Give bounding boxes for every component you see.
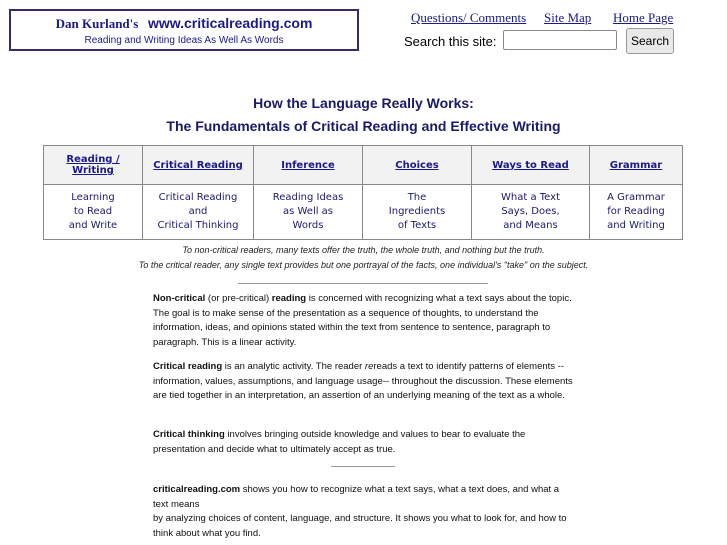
questions-comments-link[interactable]: Questions/ Comments xyxy=(411,10,527,25)
nav-desc-inference: Reading Ideas as Well as Words xyxy=(254,185,363,240)
nav-link-choices[interactable]: Choices xyxy=(395,159,439,171)
nav-header-cell xyxy=(363,146,472,185)
site-description-paragraph: criticalreading.com shows you how to recognize what a text says, what a text does, and what a text means by analyzing choices of content, language, and structure. It shows you what to look for, and how to think about what you find. xyxy=(153,484,567,539)
search-input[interactable] xyxy=(503,30,617,50)
site-tagline: Reading and Writing Ideas As Well As Words xyxy=(84,35,284,46)
critical-reading-paragraph: Critical reading is an analytic activity. The reader rereads a text to identify patterns of elements -- information, values, assumptions, and language usage-- throughout the discussion. These elements are tied together in an interpretation, an assertion of an underlying meaning of the text as a whole. xyxy=(153,361,573,401)
topic-nav-table xyxy=(43,145,683,240)
nav-header-cell xyxy=(44,146,143,185)
divider xyxy=(331,466,395,467)
quote-line-2: To the critical reader, any single text provides but one portrayal of the facts, one individual's "take" on the subject. xyxy=(138,260,589,270)
site-logo-box[interactable] xyxy=(9,9,359,51)
nav-header-cell xyxy=(590,146,683,185)
nav-link-ways-to-read[interactable]: Ways to Read xyxy=(492,159,569,171)
topic-nav-description-row xyxy=(44,185,683,240)
nav-desc-choices: The Ingredients of Texts xyxy=(363,185,472,240)
nav-link-grammar[interactable]: Grammar xyxy=(609,159,663,171)
nav-link-inference[interactable]: Inference xyxy=(281,159,335,171)
nav-desc-ways-to-read: What a Text Says, Does, and Means xyxy=(472,185,590,240)
nav-desc-critical-reading: Critical Reading and Critical Thinking xyxy=(143,185,254,240)
search-button[interactable]: Search xyxy=(626,28,674,54)
topic-nav-header-row xyxy=(44,146,683,185)
search-label: Search this site: xyxy=(404,34,497,49)
nav-desc-reading-writing: Learning to Read and Write xyxy=(44,185,143,240)
nav-header-cell xyxy=(254,146,363,185)
divider xyxy=(238,283,488,284)
nav-desc-grammar: A Grammar for Reading and Writing xyxy=(590,185,683,240)
site-map-link[interactable]: Site Map xyxy=(544,10,592,25)
author-name: Dan Kurland's xyxy=(55,16,139,31)
nav-link-critical-reading[interactable]: Critical Reading xyxy=(153,159,243,171)
nav-header-cell xyxy=(143,146,254,185)
quote-line-1: To non-critical readers, many texts offer the truth, the whole truth, and nothing but the truth. xyxy=(182,245,545,255)
nav-link-reading-writing[interactable]: Reading / Writing xyxy=(66,154,120,176)
logo-title xyxy=(11,15,357,32)
non-critical-reading-paragraph: Non-critical (or pre-critical) reading is concerned with recognizing what a text says about the topic. The goal is to make sense of the presentation as a sequence of thoughts, to understand the information, ideas, and opinions stated within the text from sentence to sentence, paragraph to paragraph. This is a linear activity. xyxy=(153,293,572,348)
nav-header-cell xyxy=(472,146,590,185)
critical-thinking-paragraph: Critical thinking involves bringing outside knowledge and values to bear to evaluate the presentation and decide what to ultimately accept as true. xyxy=(153,429,526,455)
site-name: www.criticalreading.com xyxy=(147,15,313,31)
home-page-link[interactable]: Home Page xyxy=(613,10,674,25)
page-subtitle: The Fundamentals of Critical Reading and Effective Writing xyxy=(166,118,561,134)
page-title: How the Language Really Works: xyxy=(253,95,474,111)
